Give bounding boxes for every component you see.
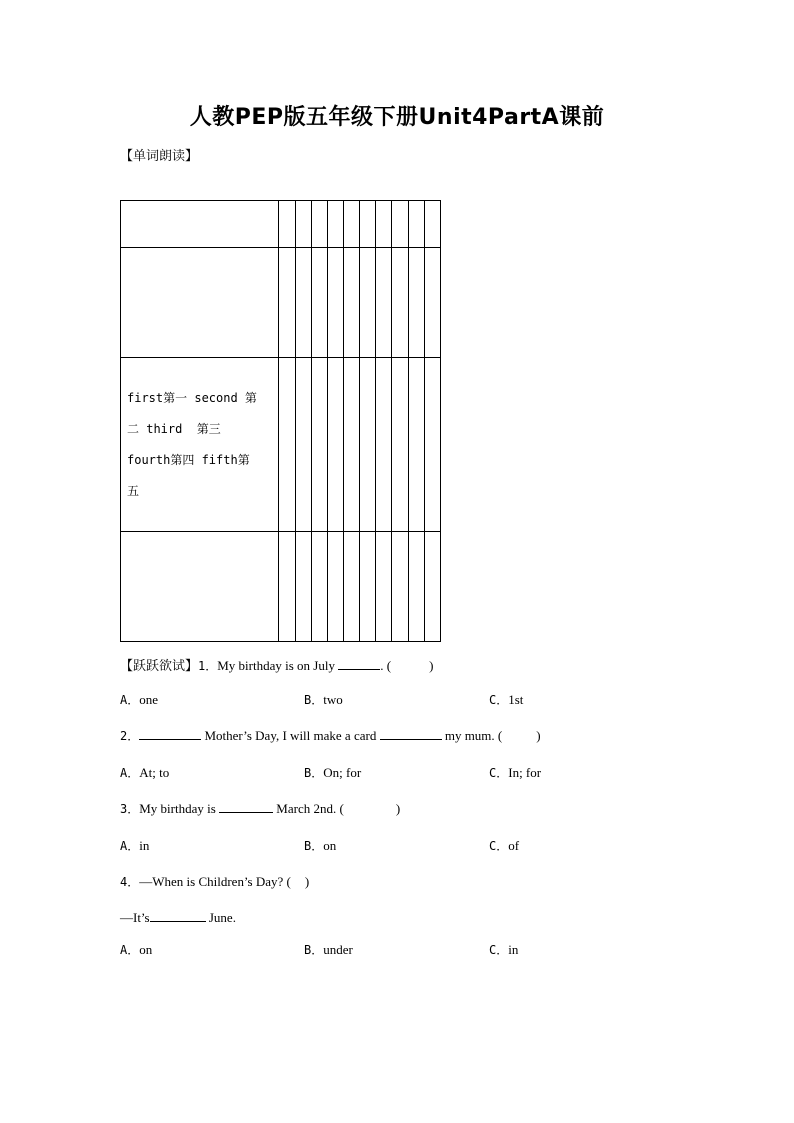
answer-text: June. xyxy=(205,910,236,925)
option-a[interactable] xyxy=(120,764,169,781)
option-a[interactable] xyxy=(120,837,149,854)
question-4-answer-line xyxy=(120,909,236,926)
option-c[interactable] xyxy=(489,691,523,708)
check-cell xyxy=(279,248,295,358)
check-cell xyxy=(408,532,424,642)
check-cell xyxy=(327,358,343,532)
answer-text: —It’s xyxy=(120,910,150,925)
option-letter: C． xyxy=(489,839,509,853)
check-cell xyxy=(327,201,343,248)
word-cell xyxy=(121,248,279,358)
check-cell xyxy=(311,248,327,358)
check-cell xyxy=(408,248,424,358)
answer-blank[interactable] xyxy=(338,657,380,670)
check-cell xyxy=(295,248,311,358)
option-letter: B． xyxy=(304,693,324,707)
question-text: ) xyxy=(395,801,401,816)
answer-blank[interactable] xyxy=(380,727,442,740)
option-b[interactable] xyxy=(304,941,353,958)
option-b[interactable] xyxy=(304,837,336,854)
check-cell xyxy=(376,358,392,532)
option-letter: C． xyxy=(489,943,509,957)
option-text: In; for xyxy=(508,765,542,780)
option-letter: A． xyxy=(120,943,140,957)
table-row xyxy=(121,201,441,248)
word-reading-label: 【单词朗读】 xyxy=(120,149,199,164)
option-b[interactable] xyxy=(304,691,343,708)
option-c[interactable] xyxy=(489,764,541,781)
option-b[interactable] xyxy=(304,764,361,781)
check-cell xyxy=(392,358,408,532)
option-letter: C． xyxy=(489,693,509,707)
word-reading-table xyxy=(120,200,441,642)
check-cell xyxy=(311,201,327,248)
check-cell xyxy=(392,532,408,642)
option-letter: A． xyxy=(120,693,140,707)
answer-blank[interactable] xyxy=(139,727,201,740)
check-cell xyxy=(344,248,360,358)
check-cell xyxy=(408,358,424,532)
option-letter: B． xyxy=(304,839,324,853)
check-cell xyxy=(311,358,327,532)
check-cell xyxy=(376,532,392,642)
question-text: my mum. ( xyxy=(441,728,503,743)
check-cell xyxy=(279,532,295,642)
question-1 xyxy=(120,655,433,674)
check-cell xyxy=(327,532,343,642)
check-cell xyxy=(360,532,376,642)
question-text: My birthday is xyxy=(139,801,220,816)
question-number: 4． xyxy=(120,875,140,889)
option-letter: C． xyxy=(489,766,509,780)
check-cell xyxy=(376,201,392,248)
option-text: 1st xyxy=(508,692,524,707)
question-text: ) xyxy=(536,728,541,743)
check-cell xyxy=(408,201,424,248)
question-text: March 2nd. ( xyxy=(273,801,344,816)
practice-label: 【跃跃欲试】 xyxy=(120,659,199,674)
table-row xyxy=(121,532,441,642)
check-cell xyxy=(360,248,376,358)
word-line: fourth第四 fifth第 xyxy=(127,452,250,467)
question-4 xyxy=(120,873,309,890)
option-c[interactable] xyxy=(489,837,519,854)
word-cell xyxy=(121,201,279,248)
option-text: of xyxy=(508,838,520,853)
word-cell xyxy=(121,532,279,642)
option-letter: B． xyxy=(304,943,324,957)
option-text: At; to xyxy=(139,765,170,780)
check-cell xyxy=(344,201,360,248)
question-text: . ( xyxy=(380,658,392,673)
option-text: in xyxy=(139,838,150,853)
word-line: 五 xyxy=(127,483,140,498)
option-a[interactable] xyxy=(120,691,158,708)
check-cell xyxy=(360,358,376,532)
word-line: first第一 second 第 xyxy=(127,390,257,405)
check-cell xyxy=(392,201,408,248)
check-cell xyxy=(295,532,311,642)
check-cell xyxy=(344,358,360,532)
check-cell xyxy=(295,358,311,532)
question-text: ) xyxy=(429,658,434,673)
option-letter: A． xyxy=(120,766,140,780)
check-cell xyxy=(279,201,295,248)
table-row xyxy=(121,248,441,358)
option-text: on xyxy=(323,838,337,853)
question-number: 1． xyxy=(198,659,218,673)
question-text: ) xyxy=(304,874,310,889)
question-text: My birthday is on July xyxy=(217,658,339,673)
question-number: 2． xyxy=(120,729,140,743)
document-title: 人教PEP版五年级下册Unit4PartA课前 xyxy=(189,105,605,130)
option-text: on xyxy=(139,942,153,957)
word-line: 二 third 第三 xyxy=(127,421,221,436)
question-3 xyxy=(120,800,400,817)
option-c[interactable] xyxy=(489,941,518,958)
check-cell xyxy=(376,248,392,358)
option-text: On; for xyxy=(323,765,362,780)
option-a[interactable] xyxy=(120,941,152,958)
answer-blank[interactable] xyxy=(219,800,273,813)
table-row xyxy=(121,358,441,532)
check-cell xyxy=(424,532,440,642)
check-cell xyxy=(327,248,343,358)
check-cell xyxy=(424,201,440,248)
question-number: 3． xyxy=(120,802,140,816)
option-letter: B． xyxy=(304,766,324,780)
question-text: Mother’s Day, I will make a card xyxy=(201,728,380,743)
word-list-cell xyxy=(121,358,279,532)
option-text: two xyxy=(323,692,343,707)
check-cell xyxy=(344,532,360,642)
option-text: one xyxy=(139,692,159,707)
option-letter: A． xyxy=(120,839,140,853)
check-cell xyxy=(279,358,295,532)
check-cell xyxy=(311,532,327,642)
check-cell xyxy=(360,201,376,248)
option-text: under xyxy=(323,942,353,957)
check-cell xyxy=(295,201,311,248)
check-cell xyxy=(424,248,440,358)
check-cell xyxy=(424,358,440,532)
option-text: in xyxy=(508,942,519,957)
answer-blank[interactable] xyxy=(150,909,206,922)
check-cell xyxy=(392,248,408,358)
question-2 xyxy=(120,727,541,744)
question-text: —When is Children’s Day? ( xyxy=(139,874,291,889)
